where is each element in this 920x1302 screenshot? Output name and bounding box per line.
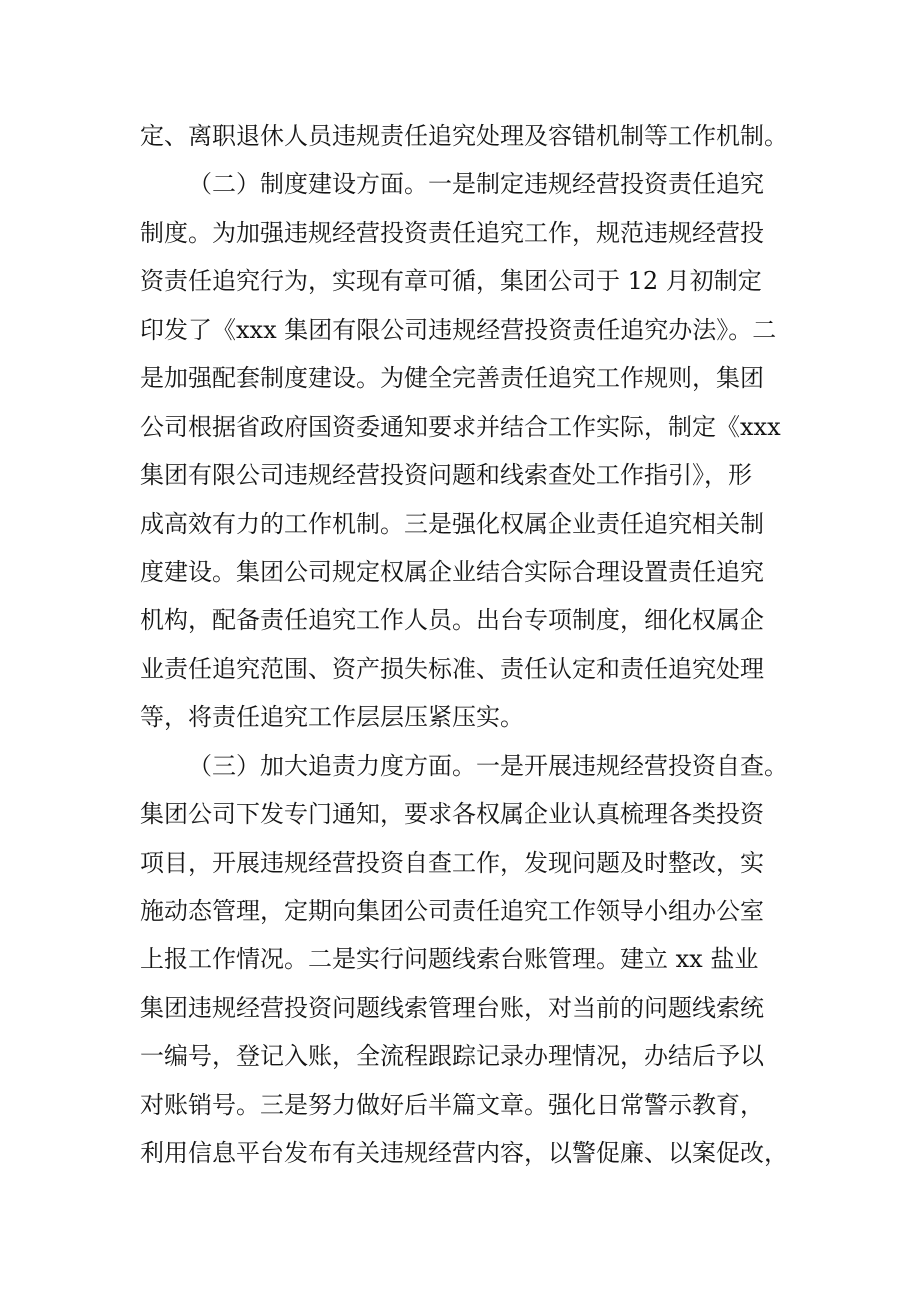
text-line: 资责任追究行为，实现有章可循，集团公司于 12 月初制定 [140, 267, 762, 296]
text-line: 利用信息平台发布有关违规经营内容，以警促廉、以案促改， [140, 1139, 788, 1168]
text-line: 对账销号。三是努力做好后半篇文章。强化日常警示教育， [140, 1090, 764, 1119]
body-text [140, 112, 800, 1178]
text-line: 制度。为加强违规经营投资责任追究工作，规范违规经营投 [140, 218, 764, 247]
text-line: 公司根据省政府国资委通知要求并结合工作实际，制定《xxx [140, 412, 781, 441]
text-line: 集团公司下发专门通知，要求各权属企业认真梳理各类投资 [140, 800, 764, 829]
text-line: 印发了《xxx 集团有限公司违规经营投资责任追究办法》。二 [140, 315, 777, 344]
text-line: 度建设。集团公司规定权属企业结合实际合理设置责任追究 [140, 557, 764, 586]
paragraph-start-line: （二）制度建设方面。一是制定违规经营投资责任追究 [188, 170, 764, 199]
text-line: 机构，配备责任追究工作人员。出台专项制度，细化权属企 [140, 606, 764, 635]
text-line: 集团违规经营投资问题线索管理台账，对当前的问题线索统 [140, 993, 764, 1022]
text-line: 是加强配套制度建设。为健全完善责任追究工作规则，集团 [140, 364, 764, 393]
text-line: 成高效有力的工作机制。三是强化权属企业责任追究相关制 [140, 509, 764, 538]
text-line: 业责任追究范围、资产损失标准、责任认定和责任追究处理 [140, 654, 764, 683]
text-line: 上报工作情况。二是实行问题线索台账管理。建立 xx 盐业 [140, 945, 759, 974]
text-line: 项目，开展违规经营投资自查工作，发现问题及时整改，实 [140, 848, 764, 877]
text-line: 集团有限公司违规经营投资问题和线索查处工作指引》，形 [140, 461, 752, 490]
text-line: 施动态管理，定期向集团公司责任追究工作领导小组办公室 [140, 897, 764, 925]
text-line: 等，将责任追究工作层层压紧压实。 [140, 703, 524, 732]
text-line: 一编号，登记入账，全流程跟踪记录办理情况，办结后予以 [140, 1042, 764, 1071]
text-line: 定、离职退休人员违规责任追究处理及容错机制等工作机制。 [140, 122, 788, 150]
paragraph-start-line: （三）加大追责力度方面。一是开展违规经营投资自查。 [188, 751, 788, 780]
